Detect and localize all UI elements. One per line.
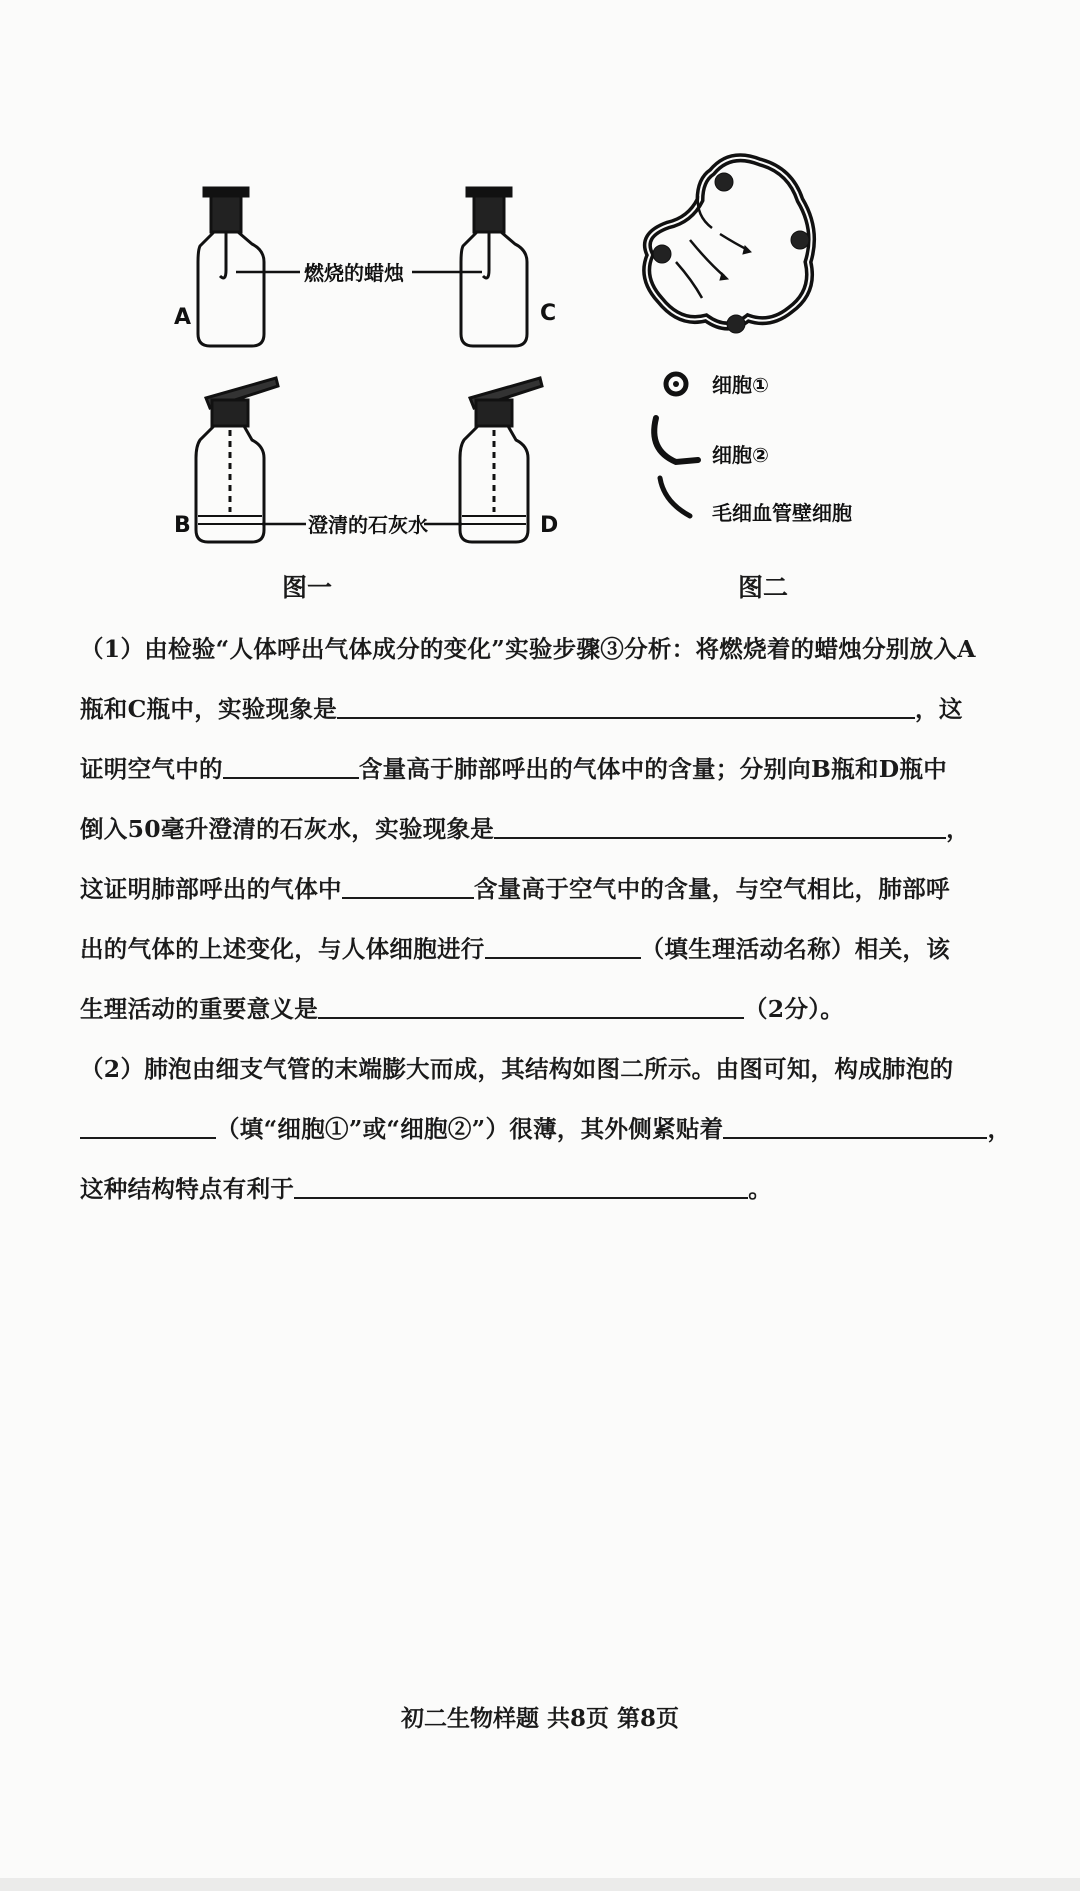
blank-5[interactable] xyxy=(485,935,641,959)
q1-line-1: （1）由检验“人体呼出气体成分的变化”实验步骤③分析：将燃烧着的蜡烛分别放入A xyxy=(80,635,976,663)
q1-line-4: 倒入50毫升澄清的石灰水，实验现象是 ， xyxy=(80,815,970,843)
bottle-a xyxy=(198,188,264,346)
blank-8[interactable] xyxy=(723,1115,987,1139)
legend-label-cell-1: 细胞① xyxy=(712,373,769,397)
figure1-caption: 图一 xyxy=(282,573,333,602)
bottle-a-label: A xyxy=(174,305,192,330)
q1-line-5: 这证明肺部呼出的气体中 含量高于空气中的含量，与空气相比，肺部呼 xyxy=(80,875,950,903)
figure-area xyxy=(0,0,1080,620)
legend-capillary-cell xyxy=(660,478,690,516)
bottle-b-label: B xyxy=(174,513,191,538)
alveolus-diagram xyxy=(647,158,812,333)
q1-line-2: 瓶和C瓶中，实验现象是 ，这 xyxy=(80,695,963,723)
blank-9[interactable] xyxy=(294,1175,748,1199)
q1-line-6: 出的气体的上述变化，与人体细胞进行 （填生理活动名称）相关，该 xyxy=(80,935,951,963)
q2-line-2: （填“细胞①”或“细胞②”）很薄，其外侧紧贴着 ， xyxy=(80,1110,1000,1144)
bottle-b xyxy=(196,378,278,542)
legend-cell-1 xyxy=(666,374,686,394)
bottle-d-label: D xyxy=(540,513,559,538)
legend-label-capillary-cell: 毛细血管壁细胞 xyxy=(712,501,852,525)
legend-cell-2 xyxy=(654,418,698,462)
q2-line-1: （2）肺泡由细支气管的末端膨大而成，其结构如图二所示。由图可知，构成肺泡的 xyxy=(80,1055,954,1083)
bottle-c-label: C xyxy=(540,301,557,326)
bottle-c xyxy=(461,188,527,346)
q1-line-3: 证明空气中的 含量高于肺部呼出的气体中的含量；分别向B瓶和D瓶中 xyxy=(80,755,948,783)
q2-line-3: 这种结构特点有利于 。 xyxy=(80,1175,773,1203)
blank-3[interactable] xyxy=(494,815,946,839)
page-bottom-edge xyxy=(0,1878,1080,1891)
candle-label: 燃烧的蜡烛 xyxy=(304,261,404,285)
blank-1[interactable] xyxy=(337,695,915,719)
page-footer: 初二生物样题 共8页 第8页 xyxy=(400,1705,680,1732)
legend-label-cell-2: 细胞② xyxy=(712,443,769,467)
q1-line-7: 生理活动的重要意义是 （2分）。 xyxy=(80,995,845,1023)
limewater-label: 澄清的石灰水 xyxy=(308,513,428,537)
blank-4[interactable] xyxy=(342,875,474,899)
blank-2[interactable] xyxy=(223,755,359,779)
bottle-d xyxy=(460,378,542,542)
blank-7[interactable] xyxy=(80,1115,216,1139)
figure2-caption: 图二 xyxy=(738,573,789,602)
blank-6[interactable] xyxy=(318,995,744,1019)
